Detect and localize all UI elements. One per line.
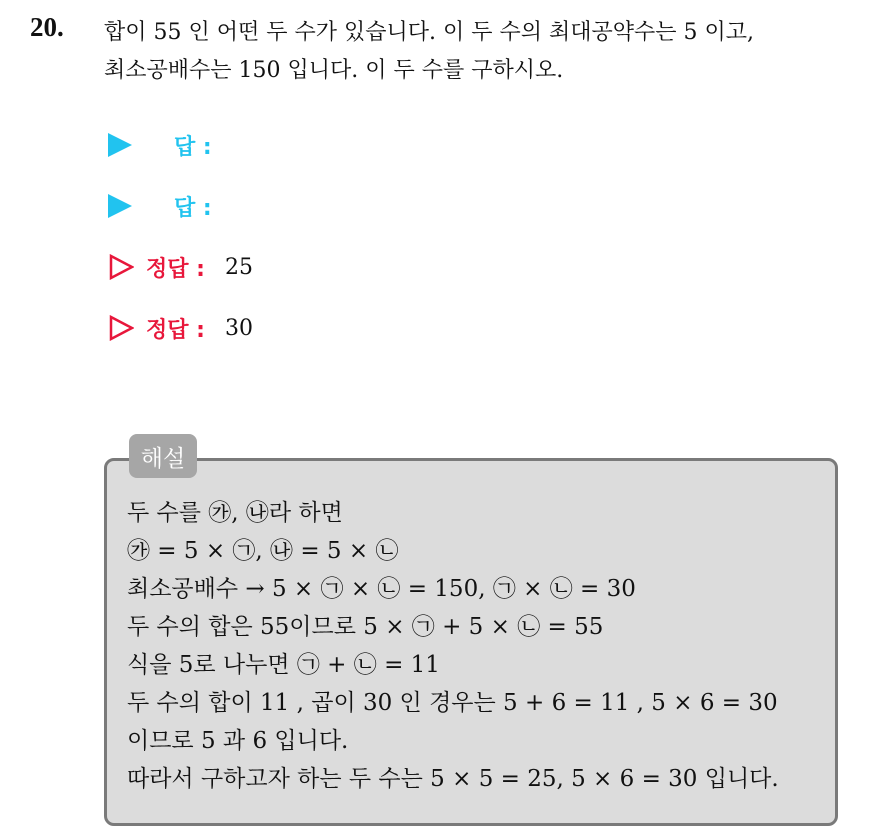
solution-line: 두 수의 합은 55이므로 5 × ㉠ + 5 × ㉡ = 55 — [127, 614, 604, 640]
solution-line: 따라서 구하고자 하는 두 수는 5 × 5 = 25, 5 × 6 = 30 입니다. — [127, 766, 779, 792]
correct-answer-value: 30 — [224, 315, 253, 341]
outline-triangle-icon — [108, 315, 134, 341]
correct-answer-row — [108, 247, 253, 287]
answer-row — [108, 186, 232, 226]
answer-label: 답 : — [174, 134, 212, 160]
play-triangle-icon — [108, 133, 132, 157]
solution-line: ㉮ = 5 × ㉠, ㉯ = 5 × ㉡ — [127, 538, 399, 564]
correct-answer-label: 정답 : — [146, 256, 205, 282]
solution-line: 최소공배수 → 5 × ㉠ × ㉡ = 150, ㉠ × ㉡ = 30 — [127, 576, 636, 602]
solution-box — [104, 458, 838, 826]
correct-answer-value: 25 — [224, 254, 253, 280]
play-triangle-icon — [108, 194, 132, 218]
correct-answer-label: 정답 : — [146, 317, 205, 343]
solution-line: 두 수의 합이 11 , 곱이 30 인 경우는 5 + 6 = 11 , 5 × 6 = 30 — [127, 690, 778, 716]
correct-answer-row — [108, 308, 253, 348]
solution-lines — [127, 494, 779, 798]
answer-label: 답 : — [174, 195, 212, 221]
solution-line: 이므로 5 과 6 입니다. — [127, 728, 349, 754]
solution-line: 두 수를 ㉮, ㉯라 하면 — [127, 500, 343, 526]
solution-line: 식을 5로 나누면 ㉠ + ㉡ = 11 — [127, 652, 440, 678]
answer-row — [108, 125, 232, 165]
question-text: 합이 55 인 어떤 두 수가 있습니다. 이 두 수의 최대공약수는 5 이고, 최소공배수는 150 입니다. 이 두 수를 구하시오. — [104, 20, 754, 83]
question-number: 20. — [30, 12, 64, 42]
outline-triangle-icon — [108, 254, 134, 280]
solution-title: 해설 — [129, 434, 197, 478]
